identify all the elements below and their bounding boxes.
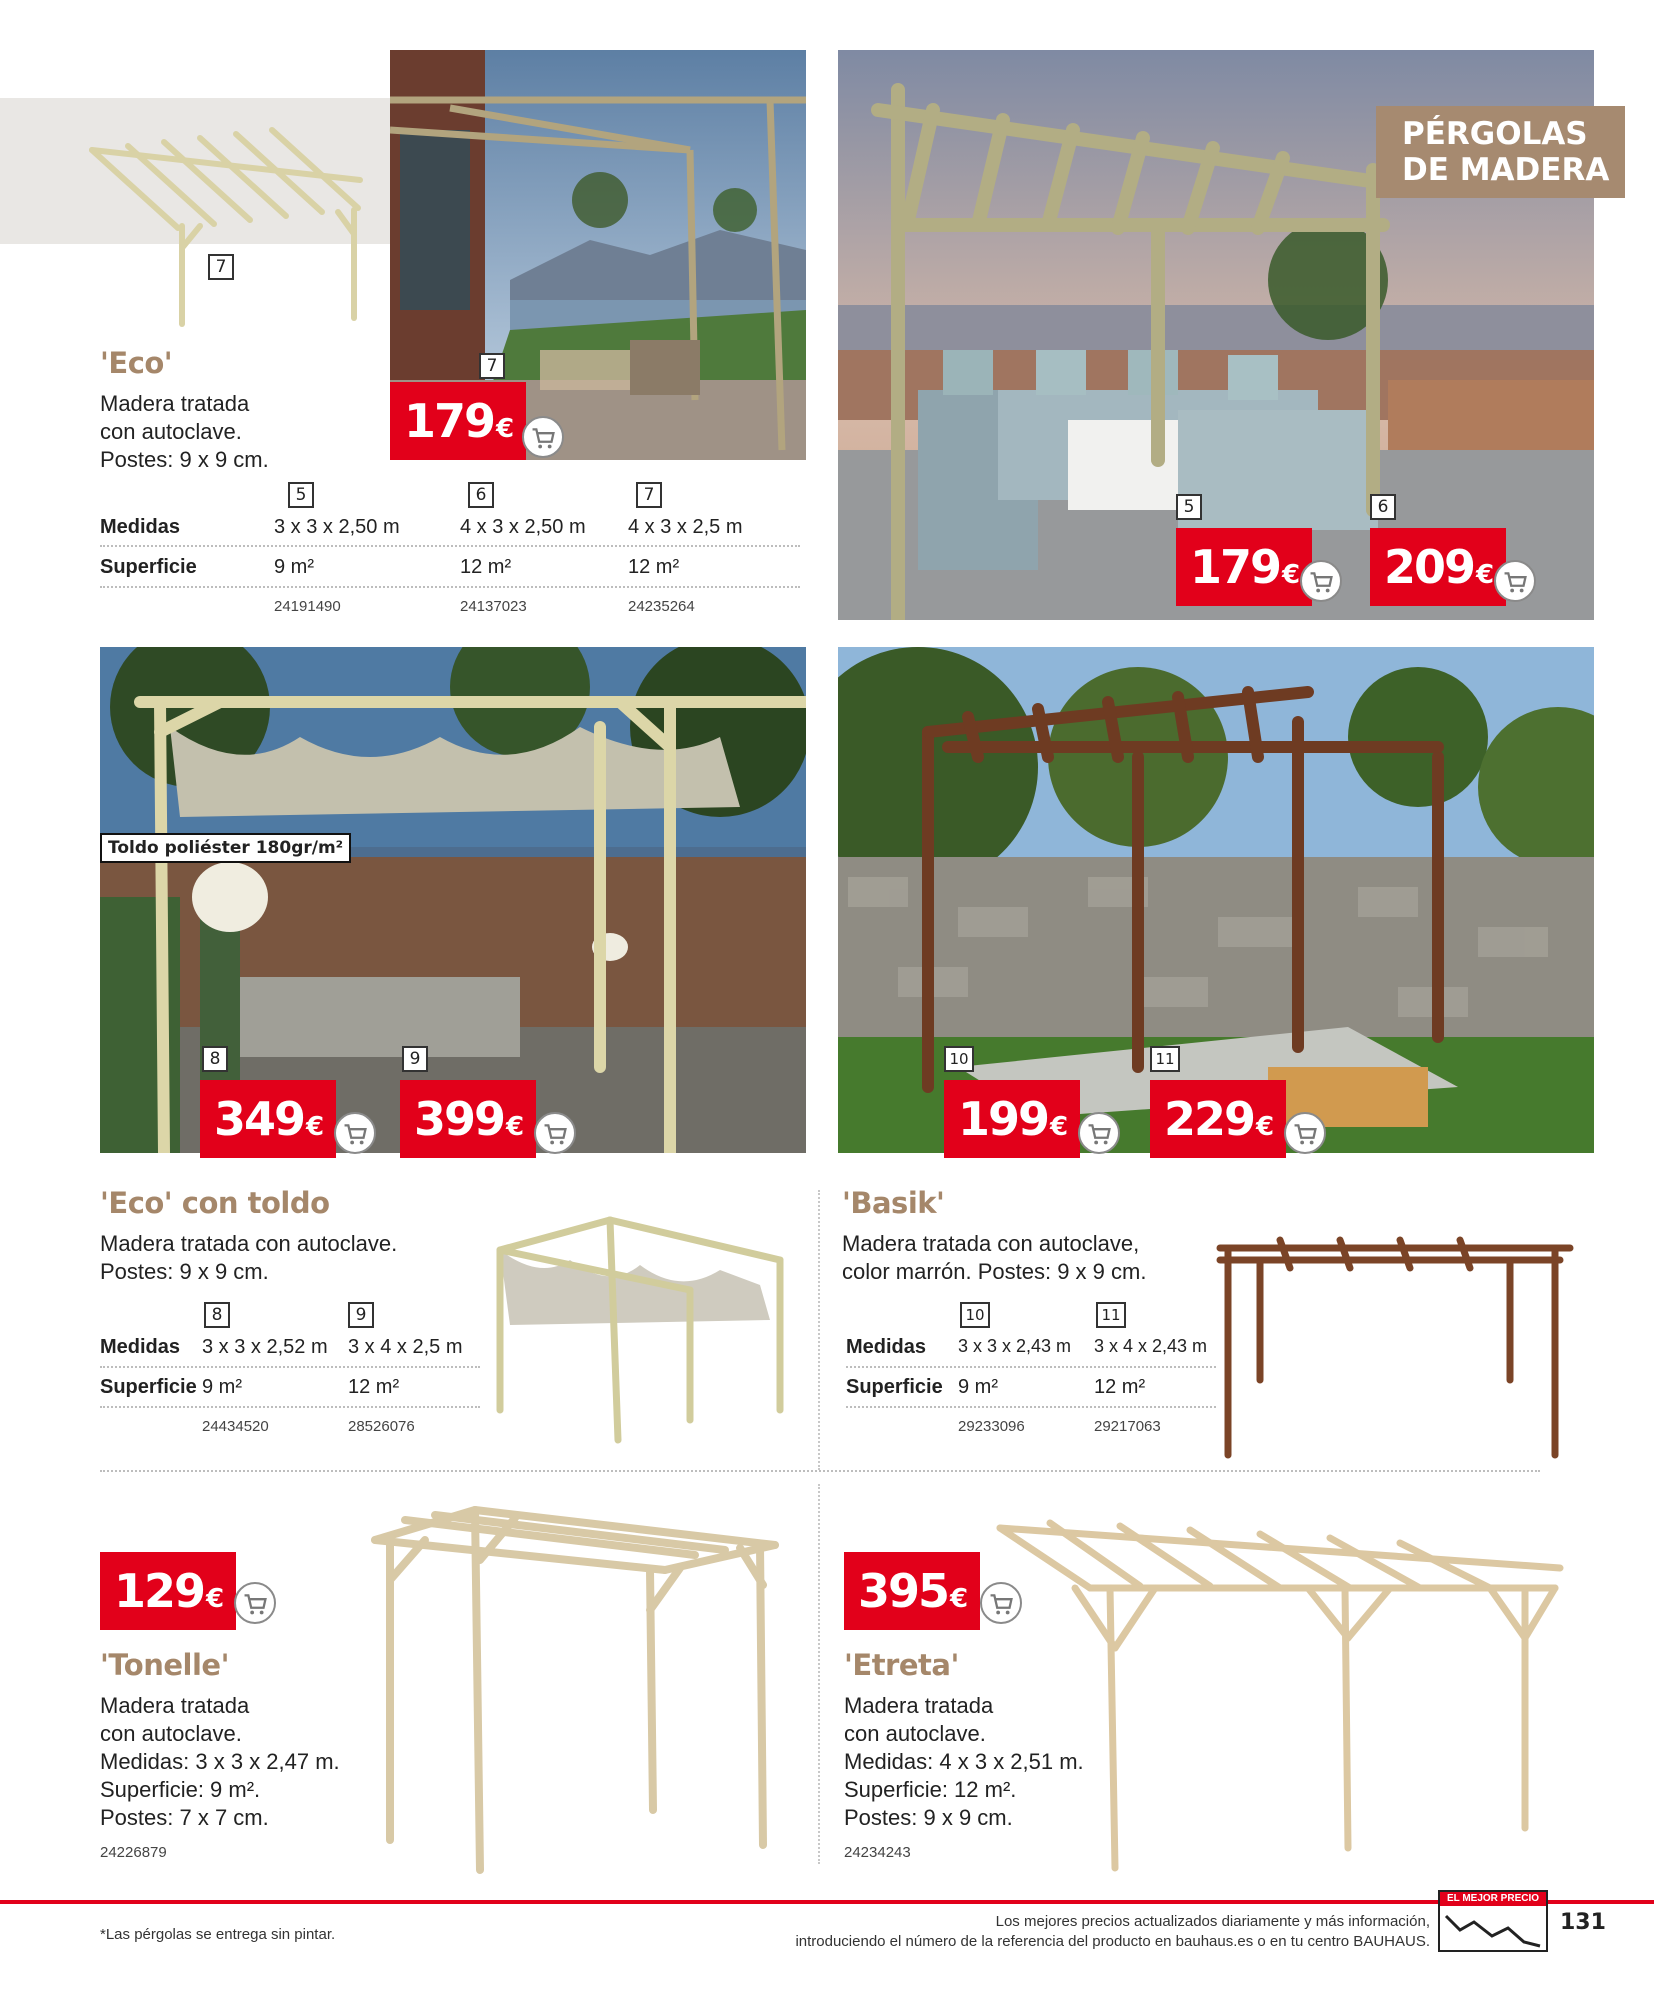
eco-col2-ref: 24137023 — [460, 598, 527, 615]
footer-note: *Las pérgolas se entrega sin pintar. — [100, 1926, 336, 1943]
etreta-desc-1: Madera tratada — [844, 1693, 994, 1718]
eco-price — [390, 382, 526, 460]
toldo-photo-badge-1: 8 — [202, 1046, 228, 1072]
cart-icon — [1286, 1114, 1324, 1152]
lounge-right-cart-button[interactable] — [1494, 560, 1536, 602]
eco-cutout-badge: 7 — [208, 254, 234, 280]
basik-col1-superficie: 9 m² — [958, 1376, 998, 1398]
basik-divider-1 — [846, 1366, 1216, 1368]
section-tag — [1376, 106, 1625, 198]
eco-col3-medidas: 4 x 3 x 2,5 m — [628, 516, 743, 538]
eco-desc-3: Postes: 9 x 9 cm. — [100, 447, 269, 472]
tonelle-desc-3: Medidas: 3 x 3 x 2,47 m. — [100, 1749, 340, 1774]
footer-info — [640, 1912, 1430, 1952]
tonelle-desc-1: Madera tratada — [100, 1693, 250, 1718]
etreta-cutout — [990, 1508, 1570, 1878]
basik-col2-ref: 29217063 — [1094, 1418, 1161, 1435]
basik-col2-medidas: 3 x 4 x 2,43 m — [1094, 1336, 1208, 1356]
toldo-photo-badge-2: 9 — [402, 1046, 428, 1072]
toldo-cart-button-2[interactable] — [534, 1112, 576, 1154]
tonelle-ref: 24226879 — [100, 1844, 167, 1861]
eco-superficie-label: Superficie — [100, 556, 197, 578]
basik-col2-badge: 11 — [1096, 1302, 1126, 1328]
basik-photo-badge-1: 10 — [944, 1046, 974, 1072]
basik-cart-button-1[interactable] — [1078, 1112, 1120, 1154]
eco-col2-badge: 6 — [468, 482, 494, 508]
price-value: 209 — [1384, 540, 1475, 594]
price-currency: € — [1050, 1112, 1069, 1142]
eco-col1-badge: 5 — [288, 482, 314, 508]
price-currency: € — [206, 1584, 225, 1614]
tonelle-title: 'Tonelle' — [100, 1648, 229, 1682]
basik-desc-2: color marrón. Postes: 9 x 9 cm. — [842, 1259, 1147, 1284]
section-tag-line2: DE MADERA — [1402, 152, 1610, 188]
basik-col1-medidas: 3 x 3 x 2,43 m — [958, 1336, 1072, 1356]
price-currency: € — [506, 1112, 525, 1142]
price-currency: € — [950, 1584, 969, 1614]
lounge-left-badge: 5 — [1176, 494, 1202, 520]
price-value: 349 — [214, 1092, 305, 1146]
footer-red-line — [0, 1900, 1654, 1904]
eco-col3-badge: 7 — [636, 482, 662, 508]
etreta-desc-3: Medidas: 4 x 3 x 2,51 m. — [844, 1749, 1084, 1774]
price-trend-icon — [1440, 1906, 1546, 1950]
eco-spec-divider-2 — [100, 586, 800, 588]
eco-toldo-col1-badge: 8 — [204, 1302, 230, 1328]
eco-cart-button[interactable] — [522, 416, 564, 458]
eco-toldo-desc-2: Postes: 9 x 9 cm. — [100, 1259, 269, 1284]
basik-cutout — [1210, 1230, 1580, 1470]
eco-desc-1: Madera tratada — [100, 391, 250, 416]
row-divider-bottom — [100, 1470, 1540, 1472]
basik-medidas-label: Medidas — [846, 1336, 927, 1358]
basik-col2-superficie: 12 m² — [1094, 1376, 1146, 1398]
eco-medidas-label: Medidas — [100, 516, 181, 538]
lounge-left-price — [1176, 528, 1312, 606]
eco-toldo-col1-ref: 24434520 — [202, 1418, 269, 1435]
lounge-right-badge: 6 — [1370, 494, 1396, 520]
eco-toldo-divider-2 — [100, 1406, 480, 1408]
eco-toldo-photo — [100, 647, 806, 1153]
eco-toldo-col2-medidas: 3 x 4 x 2,5 m — [348, 1336, 463, 1358]
eco-toldo-col1-superficie: 9 m² — [202, 1376, 242, 1398]
toldo-price-1 — [200, 1080, 336, 1158]
price-value: 399 — [414, 1092, 505, 1146]
basik-price-2 — [1150, 1080, 1286, 1158]
price-value: 179 — [1190, 540, 1281, 594]
best-price-logo — [1438, 1890, 1548, 1952]
eco-col2-superficie: 12 m² — [460, 556, 512, 578]
basik-photo-badge-2: 11 — [1150, 1046, 1180, 1072]
etreta-price — [844, 1552, 980, 1630]
toldo-cart-button-1[interactable] — [334, 1112, 376, 1154]
basik-divider-2 — [846, 1406, 1216, 1408]
eco-toldo-col2-ref: 28526076 — [348, 1418, 415, 1435]
footer-info-line1: Los mejores precios actualizados diariamente y más información, — [995, 1913, 1430, 1930]
cart-icon — [1080, 1114, 1118, 1152]
etreta-title: 'Etreta' — [844, 1648, 959, 1682]
eco-toldo-divider-1 — [100, 1366, 480, 1368]
price-value: 179 — [404, 394, 495, 448]
tonelle-desc-5: Postes: 7 x 7 cm. — [100, 1805, 269, 1830]
basik-col1-ref: 29233096 — [958, 1418, 1025, 1435]
cart-icon — [1496, 562, 1534, 600]
basik-superficie-label: Superficie — [846, 1376, 943, 1398]
eco-toldo-col2-badge: 9 — [348, 1302, 374, 1328]
eco-toldo-title: 'Eco' con toldo — [100, 1186, 330, 1220]
toldo-price-2 — [400, 1080, 536, 1158]
etreta-desc-5: Postes: 9 x 9 cm. — [844, 1805, 1013, 1830]
etreta-desc-4: Superficie: 12 m². — [844, 1777, 1017, 1802]
page-number: 131 — [1560, 1910, 1606, 1935]
eco-photo-badge: 7 — [479, 353, 505, 379]
tonelle-cart-button[interactable] — [234, 1582, 276, 1624]
eco-toldo-cutout — [480, 1210, 800, 1450]
logo-label: EL MEJOR PRECIO — [1440, 1892, 1546, 1906]
cart-icon — [1302, 562, 1340, 600]
etreta-desc-2: con autoclave. — [844, 1721, 986, 1746]
price-currency: € — [496, 414, 515, 444]
eco-toldo-col2-superficie: 12 m² — [348, 1376, 400, 1398]
price-currency: € — [1282, 560, 1301, 590]
price-value: 199 — [958, 1092, 1049, 1146]
eco-col3-ref: 24235264 — [628, 598, 695, 615]
basik-photo — [838, 647, 1594, 1153]
price-currency: € — [1476, 560, 1495, 590]
eco-title: 'Eco' — [100, 346, 173, 380]
eco-toldo-desc-1: Madera tratada con autoclave. — [100, 1231, 398, 1256]
basik-cart-button-2[interactable] — [1284, 1112, 1326, 1154]
eco-product-cutout — [0, 98, 390, 334]
eco-col3-superficie: 12 m² — [628, 556, 680, 578]
price-value: 129 — [114, 1564, 205, 1618]
eco-col1-medidas: 3 x 3 x 2,50 m — [274, 516, 400, 538]
price-value: 395 — [858, 1564, 949, 1618]
price-currency: € — [1256, 1112, 1275, 1142]
price-value: 229 — [1164, 1092, 1255, 1146]
eco-col1-ref: 24191490 — [274, 598, 341, 615]
tonelle-desc-2: con autoclave. — [100, 1721, 242, 1746]
eco-col1-superficie: 9 m² — [274, 556, 314, 578]
lounge-left-cart-button[interactable] — [1300, 560, 1342, 602]
etreta-ref: 24234243 — [844, 1844, 911, 1861]
cart-icon — [336, 1114, 374, 1152]
basik-price-1 — [944, 1080, 1080, 1158]
section-tag-line1: PÉRGOLAS — [1402, 116, 1588, 152]
lounge-right-price — [1370, 528, 1506, 606]
footer-info-line2: introduciendo el número de la referencia del producto en bauhaus.es o en tu centro BAUHAUS. — [795, 1933, 1430, 1950]
tonelle-desc-4: Superficie: 9 m². — [100, 1777, 261, 1802]
cart-icon — [536, 1114, 574, 1152]
cart-icon — [236, 1584, 274, 1622]
eco-toldo-col1-medidas: 3 x 3 x 2,52 m — [202, 1336, 328, 1358]
eco-spec-divider-1 — [100, 545, 800, 547]
eco-toldo-superficie-label: Superficie — [100, 1376, 197, 1398]
basik-title: 'Basik' — [842, 1186, 945, 1220]
cart-icon — [524, 418, 562, 456]
price-currency: € — [306, 1112, 325, 1142]
eco-desc-2: con autoclave. — [100, 419, 242, 444]
toldo-tag: Toldo poliéster 180gr/m² — [100, 833, 351, 863]
column-divider-bottom — [818, 1484, 820, 1864]
tonelle-price — [100, 1552, 236, 1630]
basik-desc-1: Madera tratada con autoclave, — [842, 1231, 1140, 1256]
eco-col2-medidas: 4 x 3 x 2,50 m — [460, 516, 586, 538]
basik-col1-badge: 10 — [960, 1302, 990, 1328]
column-divider-mid — [818, 1190, 820, 1470]
eco-toldo-medidas-label: Medidas — [100, 1336, 181, 1358]
tonelle-cutout — [365, 1490, 785, 1880]
